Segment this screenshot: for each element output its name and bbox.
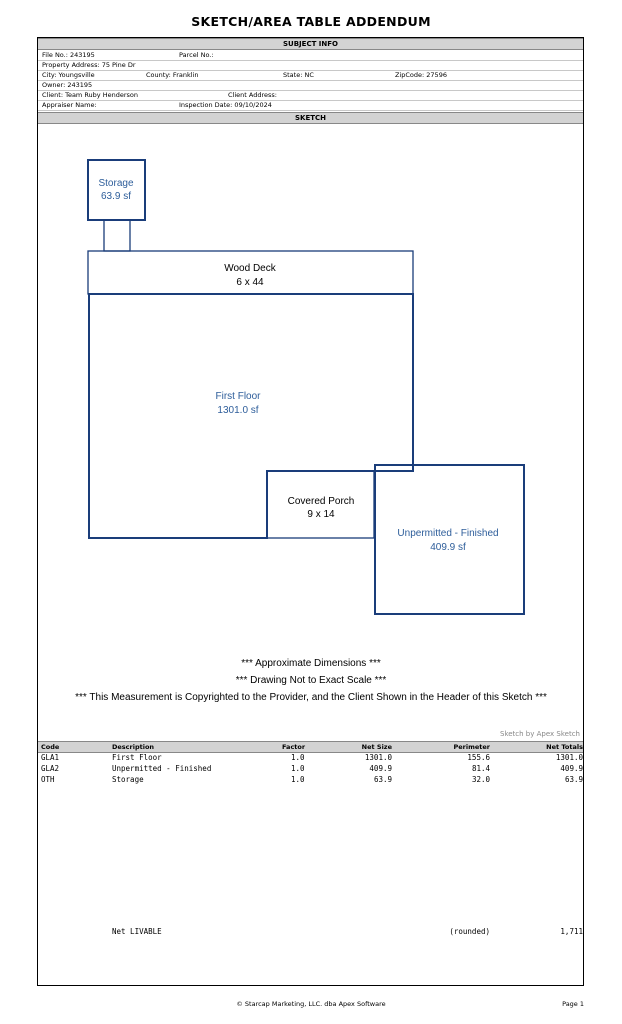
row-factor: 1.0 — [291, 764, 305, 773]
storage-area: 63.9 sf — [100, 191, 132, 202]
client: Client: Team Ruby Henderson — [42, 91, 138, 99]
parcel-no: Parcel No.: — [179, 51, 214, 59]
col-code: Code — [41, 743, 60, 751]
zip-code: ZipCode: 27596 — [395, 71, 447, 79]
wood-deck-dims: 6 x 44 — [236, 277, 264, 288]
col-description: Description — [112, 743, 155, 751]
row-net-totals: 63.9 — [564, 775, 583, 784]
owner: Owner: 243195 — [42, 81, 93, 89]
col-net-totals: Net Totals — [546, 743, 583, 751]
state: State: NC — [283, 71, 314, 79]
sketch-header: SKETCH — [38, 112, 583, 124]
row-net-size: 409.9 — [369, 764, 392, 773]
row-perimeter: 81.4 — [471, 764, 490, 773]
city: City: Youngsville — [42, 71, 95, 79]
row-perimeter: 155.6 — [467, 753, 490, 762]
row-description: First Floor — [112, 753, 162, 762]
rounded-label: (rounded) — [449, 927, 490, 936]
col-perimeter: Perimeter — [453, 743, 490, 751]
wood-deck-label: Wood Deck — [224, 263, 276, 274]
subject-info-header: SUBJECT INFO — [38, 38, 583, 50]
net-livable-row — [38, 926, 583, 937]
table-row — [38, 763, 583, 774]
note-copyright: *** This Measurement is Copyrighted to the Provider, and the Client Shown in the Header of this Sketch *** — [75, 692, 547, 703]
first-floor-area: 1301.0 sf — [217, 405, 259, 416]
client-address: Client Address: — [228, 91, 277, 99]
row-perimeter: 32.0 — [471, 775, 490, 784]
net-livable-label: Net LIVABLE — [112, 927, 162, 936]
col-factor: Factor — [282, 743, 306, 751]
page-title: SKETCH/AREA TABLE ADDENDUM — [191, 14, 431, 29]
col-net-size: Net Size — [361, 743, 392, 751]
property-address: Property Address: 75 Pine Dr — [42, 61, 136, 69]
file-no: File No.: 243195 — [42, 51, 95, 59]
row-net-totals: 1301.0 — [555, 753, 583, 762]
first-floor-label: First Floor — [215, 391, 261, 402]
row-net-totals: 409.9 — [560, 764, 583, 773]
row-description: Unpermitted - Finished — [112, 764, 212, 773]
county: County: Franklin — [146, 71, 199, 79]
unpermitted-area: 409.9 sf — [430, 542, 466, 553]
covered-porch-label: Covered Porch — [287, 496, 355, 507]
appraiser-name: Appraiser Name: — [42, 101, 97, 109]
sketch-credit: Sketch by Apex Sketch — [500, 730, 580, 738]
row-code: GLA1 — [41, 753, 60, 762]
footer-copyright: © Starcap Marketing, LLC. dba Apex Software — [236, 1000, 386, 1008]
footer-page-number: Page 1 — [562, 1000, 584, 1008]
table-row — [38, 752, 583, 763]
net-livable-value: 1,711 — [560, 927, 583, 936]
row-description: Storage — [112, 775, 144, 784]
unpermitted-outline — [375, 465, 524, 614]
storage-outline — [88, 160, 145, 220]
note-approximate: *** Approximate Dimensions *** — [241, 658, 381, 669]
storage-connector — [104, 220, 130, 251]
note-not-to-scale: *** Drawing Not to Exact Scale *** — [235, 675, 387, 686]
row-net-size: 63.9 — [373, 775, 392, 784]
row-factor: 1.0 — [291, 753, 305, 762]
covered-porch-dims: 9 x 14 — [307, 509, 335, 520]
row-code: OTH — [41, 775, 55, 784]
first-floor-outline — [89, 294, 413, 538]
row-code: GLA2 — [41, 764, 60, 773]
storage-label: Storage — [98, 178, 134, 189]
row-factor: 1.0 — [291, 775, 305, 784]
row-net-size: 1301.0 — [364, 753, 392, 762]
inspection-date: Inspection Date: 09/10/2024 — [179, 101, 272, 109]
table-row — [38, 774, 583, 785]
unpermitted-label: Unpermitted - Finished — [397, 528, 499, 539]
